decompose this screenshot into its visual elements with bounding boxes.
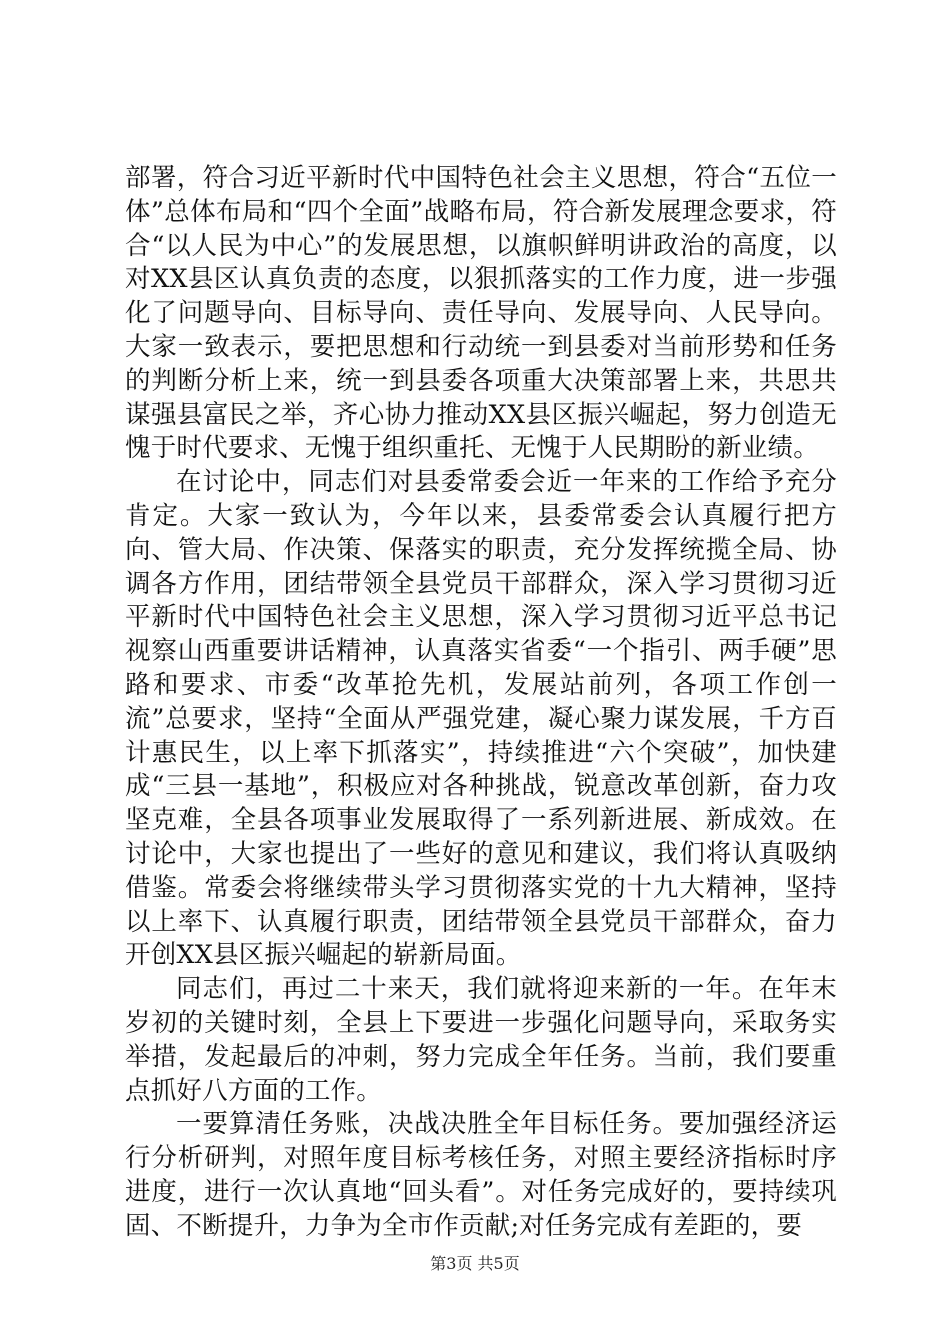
paragraph-continuation: 部署，符合习近平新时代中国特色社会主义思想，符合“五位一体”总体布局和“四个全面”战略布局，符合新发展理念要求，符合“以人民为中心”的发展思想，以旗帜鲜明讲政治的高度，以对XX县区认真负责的态度，以狠抓落实的工作力度，进一步强化了问题导向、目标导向、责任导向、发展导向、人民导向。大家一致表示，要把思想和行动统一到县委对当前形势和任务的判断分析上来，统一到县委各项重大决策部署上来，共思共谋强县富民之举，齐心协力推动XX县区振兴崛起，努力创造无愧于时代要求、无愧于组织重托、无愧于人民期盼的新业绩。 xyxy=(125,163,837,464)
page-number-footer: 第3页 共5页 xyxy=(430,1254,520,1273)
paragraph-task-one: 一要算清任务账，决战决胜全年目标任务。要加强经济运行分析研判，对照年度目标考核任务，对照主要经济指标时序进度，进行一次认真地“回头看”。对任务完成好的，要持续巩固、不断提升，力争为全市作贡献;对任务完成有差距的，要 xyxy=(125,1109,837,1241)
document-body xyxy=(125,162,837,1244)
paragraph-year-end: 同志们，再过二十来天，我们就将迎来新的一年。在年末岁初的关键时刻，全县上下要进一步强化问题导向，采取务实举措，发起最后的冲刺，努力完成全年任务。当前，我们要重点抓好八方面的工作。 xyxy=(125,974,837,1106)
paragraph-discussion: 在讨论中，同志们对县委常委会近一年来的工作给予充分肯定。大家一致认为，今年以来，县委常委会认真履行把方向、管大局、作决策、保落实的职责，充分发挥统揽全局、协调各方作用，团结带领全县党员干部群众，深入学习贯彻习近平新时代中国特色社会主义思想，深入学习贯彻习近平总书记视察山西重要讲话精神，认真落实省委“一个指引、两手硬”思路和要求、市委“改革抢先机，发展站前列，各项工作创一流”总要求，坚持“全面从严强党建，凝心聚力谋发展，千方百计惠民生，以上率下抓落实”，持续推进“六个突破”，加快建成“三县一基地”，积极应对各种挑战，锐意改革创新，奋力攻坚克难，全县各项事业发展取得了一系列新进展、新成效。在讨论中，大家也提出了一些好的意见和建议，我们将认真吸纳借鉴。常委会将继续带头学习贯彻落实党的十九大精神，坚持以上率下、认真履行职责，团结带领全县党员干部群众，奋力开创XX县区振兴崛起的崭新局面。 xyxy=(125,467,837,971)
